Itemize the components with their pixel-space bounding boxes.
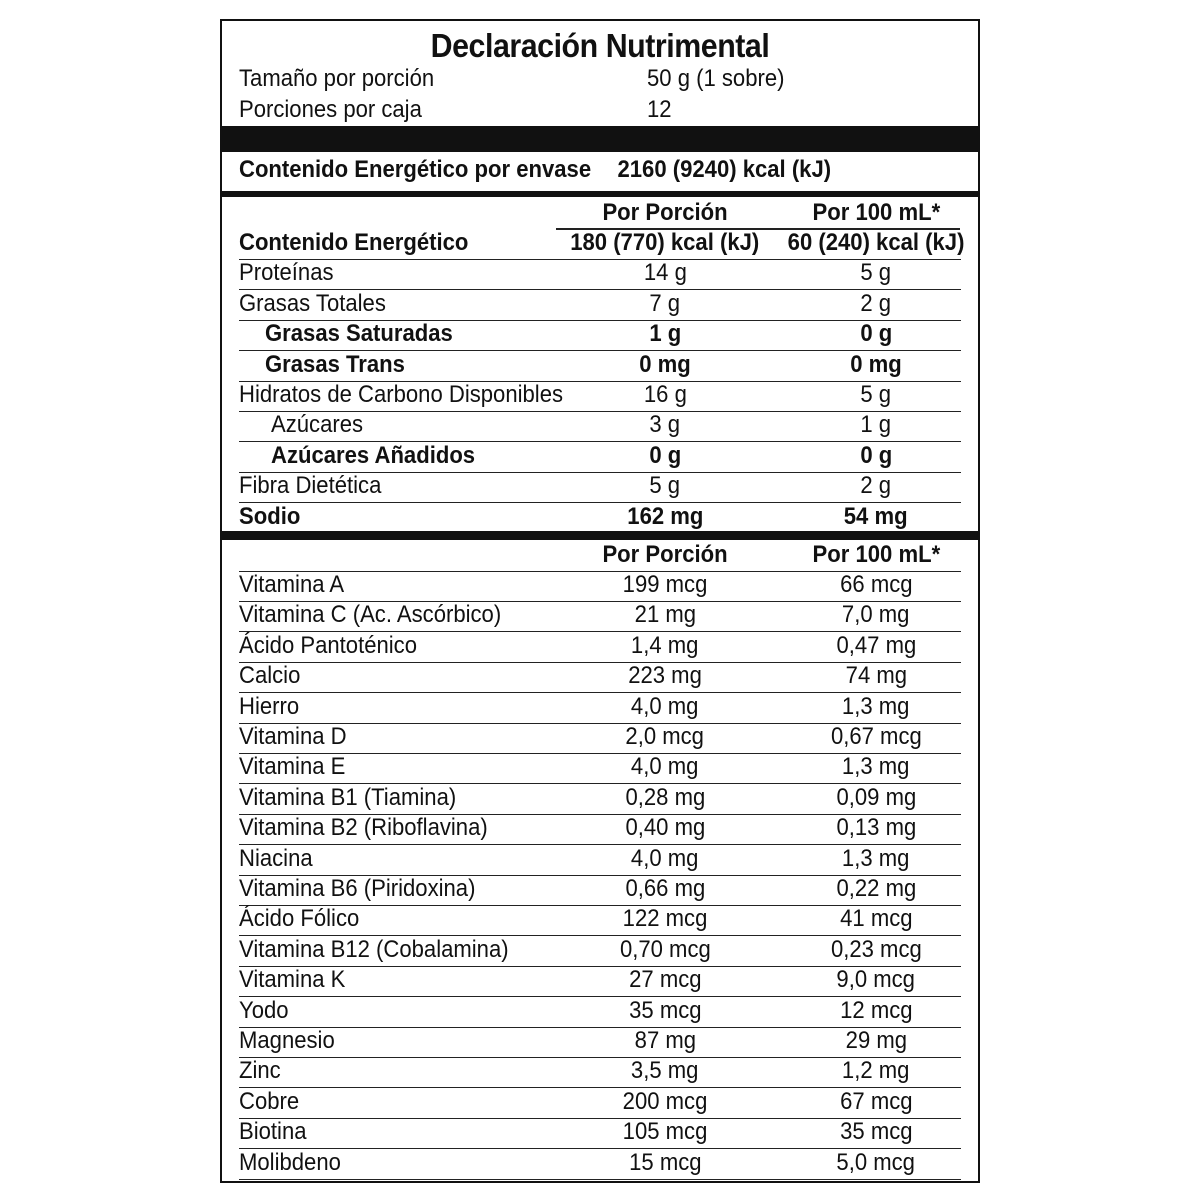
per-100ml-value: 0 g <box>860 320 892 348</box>
per-portion-value: 0,28 mg <box>625 783 705 811</box>
energy-total-line <box>239 156 831 184</box>
table-row <box>239 442 961 473</box>
per-100ml-value: 66 mcg <box>839 571 913 598</box>
per-portion-value: 4,0 mg <box>631 692 699 720</box>
nutrient-name: Ácido Pantoténico <box>239 631 417 659</box>
per-portion-value: 4,0 mg <box>631 844 699 872</box>
nutrient-name: Magnesio <box>239 1027 335 1054</box>
per-portion-value: 0,66 mg <box>625 875 705 902</box>
per-100ml-value: 54 mg <box>844 502 908 530</box>
per-100ml-value: 35 mcg <box>839 1118 913 1146</box>
table-row <box>239 601 961 632</box>
table-row <box>239 845 961 876</box>
per-portion-value: 16 g <box>643 381 687 408</box>
table-row <box>239 753 961 784</box>
table-row <box>239 503 961 533</box>
serving-size-label: Tamaño por porción <box>239 65 435 92</box>
table-row <box>239 875 961 906</box>
per-100ml-value: 2 g <box>860 472 892 500</box>
nutrient-name: Biotina <box>239 1118 307 1146</box>
per-100ml-value: 0 g <box>860 441 892 469</box>
table-row <box>239 229 965 260</box>
energy-total-value: 2160 (9240) kcal (kJ) <box>617 156 832 183</box>
per-100ml-value: 74 mg <box>845 662 907 690</box>
table-row <box>239 723 961 754</box>
nutrient-name: Grasas Totales <box>239 289 386 317</box>
per-portion-value: 4,0 mg <box>631 753 699 781</box>
micros-header-row <box>239 541 961 572</box>
per-100ml-value: 5,0 mcg <box>836 1148 916 1176</box>
table-row <box>239 381 961 412</box>
per-portion-value: 21 mg <box>634 601 696 629</box>
nutrient-name: Vitamina A <box>239 571 345 598</box>
per-100ml-value: 5 g <box>860 381 892 408</box>
per-100ml-value: 7,0 mg <box>842 601 910 629</box>
per-portion-value: 3,5 mg <box>631 1057 699 1085</box>
nutrient-name: Azúcares Añadidos <box>271 441 476 469</box>
per-100ml-value: 0,09 mg <box>836 783 916 811</box>
per-portion-value: 7 g <box>649 289 681 317</box>
per-portion-value: 3 g <box>649 411 681 439</box>
nutrient-name: Azúcares <box>271 411 364 439</box>
table-row <box>239 997 961 1028</box>
nutrient-name: Calcio <box>239 662 301 690</box>
per-portion-value: 200 mcg <box>622 1087 708 1115</box>
portions-value: 12 <box>647 96 672 123</box>
macros-header-row <box>239 199 961 229</box>
table-row <box>239 1118 961 1149</box>
per-100ml-value: 1,2 mg <box>842 1057 910 1085</box>
per-100ml-value: 60 (240) kcal (kJ) <box>787 229 965 256</box>
table-row <box>239 632 961 663</box>
serving-size-value: 50 g (1 sobre) <box>647 65 785 92</box>
micros-col-per100: Por 100 mL* <box>812 541 940 568</box>
nutrient-name: Zinc <box>239 1057 281 1085</box>
nutrient-name: Hidratos de Carbono Disponibles <box>239 381 564 408</box>
per-100ml-value: 1,3 mg <box>842 692 910 720</box>
per-100ml-value: 0,13 mg <box>836 814 916 842</box>
per-portion-value: 162 mg <box>626 502 704 530</box>
nutrient-name: Yodo <box>239 996 289 1024</box>
table-row <box>239 351 961 382</box>
per-100ml-value: 9,0 mcg <box>836 966 916 994</box>
table-row <box>239 411 961 442</box>
table-row <box>239 472 961 503</box>
per-100ml-value: 12 mcg <box>839 996 913 1024</box>
per-100ml-value: 0,67 mcg <box>830 723 922 750</box>
table-row <box>239 571 961 602</box>
per-portion-value: 87 mg <box>634 1027 696 1054</box>
per-100ml-value: 2 g <box>860 289 892 317</box>
table-row <box>239 290 961 321</box>
table-row <box>239 966 961 997</box>
table-row <box>239 1088 961 1119</box>
nutrient-name: Contenido Energético <box>239 229 469 256</box>
label-title: Declaración Nutrimental <box>430 27 770 64</box>
per-portion-value: 0 mg <box>639 350 691 378</box>
nutrient-name: Grasas Saturadas <box>265 320 453 348</box>
per-portion-value: 35 mcg <box>628 996 702 1024</box>
nutrient-name: Cobre <box>239 1087 300 1115</box>
per-portion-value: 1,4 mg <box>631 631 699 659</box>
nutrient-name: Sodio <box>239 502 301 530</box>
nutrient-name: Molibdeno <box>239 1148 341 1176</box>
thick-divider-top <box>222 126 978 152</box>
per-100ml-value: 0 mg <box>850 350 902 378</box>
per-100ml-value: 41 mcg <box>839 905 913 933</box>
per-portion-value: 199 mcg <box>622 571 708 598</box>
per-portion-value: 5 g <box>649 472 681 500</box>
nutrient-name: Vitamina D <box>239 723 347 750</box>
table-row <box>239 814 961 845</box>
nutrient-name: Vitamina B12 (Cobalamina) <box>239 935 509 963</box>
per-100ml-value: 5 g <box>860 259 892 287</box>
nutrient-name: Hierro <box>239 692 300 720</box>
table-row <box>239 784 961 815</box>
table-row <box>239 905 961 936</box>
table-row <box>239 320 961 351</box>
table-row <box>239 693 961 724</box>
table-row <box>239 936 961 967</box>
per-portion-value: 1 g <box>649 320 681 348</box>
per-100ml-value: 1 g <box>860 411 892 439</box>
per-100ml-value: 1,3 mg <box>842 753 910 781</box>
per-portion-value: 15 mcg <box>628 1148 702 1176</box>
per-portion-value: 14 g <box>643 259 687 287</box>
thick-divider-energy <box>222 191 978 197</box>
nutrient-name: Fibra Dietética <box>239 472 382 500</box>
per-portion-value: 122 mcg <box>622 905 708 933</box>
per-portion-value: 0,70 mcg <box>619 935 711 963</box>
thick-divider-micros <box>222 531 978 540</box>
nutrient-name: Vitamina B1 (Tiamina) <box>239 783 457 811</box>
per-portion-value: 180 (770) kcal (kJ) <box>570 229 760 256</box>
per-100ml-value: 0,47 mg <box>836 631 916 659</box>
nutrient-name: Vitamina E <box>239 753 346 781</box>
nutrient-name: Vitamina K <box>239 966 346 994</box>
table-row <box>239 1149 961 1180</box>
per-100ml-value: 29 mg <box>845 1027 907 1054</box>
nutrient-name: Vitamina B2 (Riboflavina) <box>239 814 488 842</box>
macros-col-per100: Por 100 mL* <box>812 199 940 226</box>
per-portion-value: 2,0 mcg <box>625 723 705 750</box>
per-100ml-value: 67 mcg <box>839 1087 913 1115</box>
nutrition-label <box>220 19 980 1183</box>
micros-col-portion: Por Porción <box>602 541 728 568</box>
per-100ml-value: 1,3 mg <box>842 844 910 872</box>
nutrient-name: Vitamina C (Ac. Ascórbico) <box>239 601 502 629</box>
nutrient-name: Niacina <box>239 844 313 872</box>
per-portion-value: 105 mcg <box>622 1118 708 1146</box>
macros-col-portion: Por Porción <box>602 199 728 226</box>
nutrient-name: Grasas Trans <box>265 350 405 378</box>
energy-total-label: Contenido Energético por envase <box>239 156 592 183</box>
per-portion-value: 0,40 mg <box>625 814 705 842</box>
table-row <box>239 1057 961 1088</box>
per-100ml-value: 0,23 mcg <box>830 935 922 963</box>
nutrient-name: Proteínas <box>239 259 334 287</box>
nutrient-name: Vitamina B6 (Piridoxina) <box>239 875 476 902</box>
per-portion-value: 0 g <box>649 441 681 469</box>
per-portion-value: 27 mcg <box>628 966 702 994</box>
per-100ml-value: 0,22 mg <box>836 875 916 902</box>
table-row <box>239 662 961 693</box>
per-portion-value: 223 mg <box>628 662 702 690</box>
nutrient-name: Ácido Fólico <box>239 905 360 933</box>
portions-label: Porciones por caja <box>239 96 422 123</box>
table-row <box>239 259 961 290</box>
table-row <box>239 1027 961 1058</box>
